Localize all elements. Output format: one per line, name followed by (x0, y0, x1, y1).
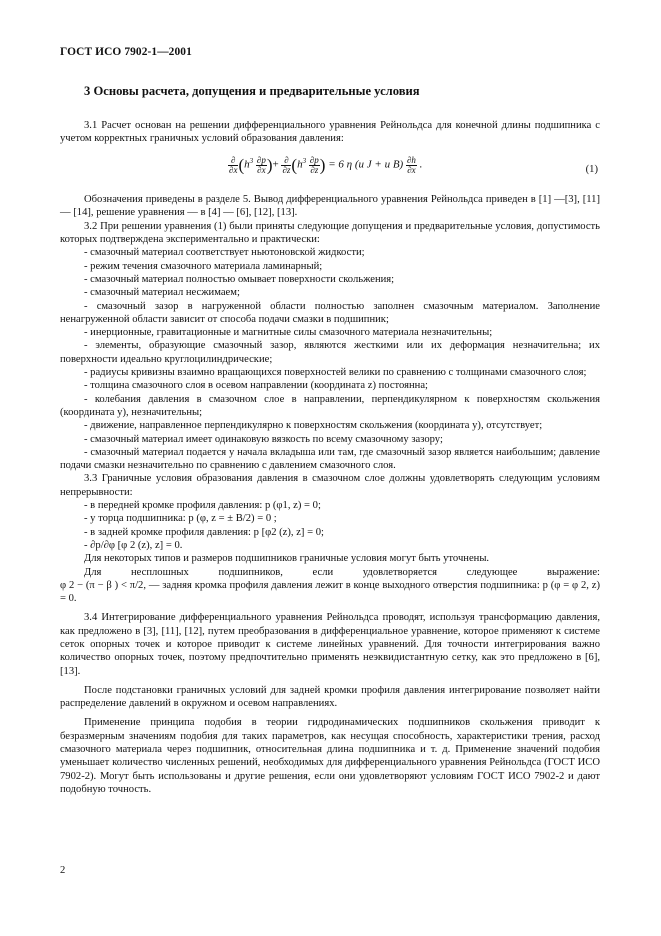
boundary-conditions-list (60, 499, 600, 552)
equation-rhs: = 6 η (u J + u B) (328, 158, 404, 171)
assumptions-list (60, 246, 600, 472)
list-item: - смазочный материал имеет одинаковую вязкость по всему смазочному зазору; (84, 433, 443, 445)
list-item: - ∂p/∂φ [φ 2 (z), z] = 0. (84, 539, 183, 551)
paragraph-3-3: 3.3 Граничные условия образования давления в смазочном слое должны удовлетворять следующим условиям непрерывности: (60, 473, 600, 498)
list-item: - смазочный материал подается у начала вкладыша или там, где смазочный зазор является наибольшим; давление подачи смазки незначительно по сравнению с давлением смазочного слоя. (60, 446, 600, 472)
paragraph-nonfull-1: Для несплошных подшипников, если удовлетворяется следующее выражение: (84, 566, 600, 578)
list-item: - смазочный материал несжимаем; (84, 287, 240, 299)
paragraph-3-2: 3.2 При решении уравнения (1) были приняты следующие допущения и предварительные условия, допустимость которых подтверждена экспериментально и практически: (60, 220, 600, 246)
list-item: - радиусы кривизны взаимно вращающихся поверхностей велики по сравнению с толщинами смазочного слоя; (84, 367, 587, 379)
paragraph-after-substitution: После подстановки граничных условий для задней кромки профиля давления интегрирование позволяет найти распределение давлений в окружном и осевом направлениях. (60, 684, 600, 710)
list-item: - смазочный материал соответствует ньютоновской жидкости; (84, 247, 365, 259)
running-header: ГОСТ ИСО 7902-1—2001 (60, 46, 192, 58)
equation-body: $\frac{\partial}{\partial x}$ ($h^3$ $\frac{\partial p}{\partial x}$ )+ $\frac{\partial}{\partial z}$ ($h^3$ $\frac{\partial p}{\partial z}$ ) = 6 η (u J + u B) $\frac{\partial h}{\partial x}$ . (229, 154, 423, 175)
list-item: - в передней кромке профиля давления: p (φ1, z) = 0; (84, 500, 321, 512)
page-number: 2 (60, 865, 66, 876)
list-item: - у торца подшипника: p (φ, z = ± B/2) = 0 ; (84, 513, 277, 525)
list-item: - режим течения смазочного материала ламинарный; (84, 260, 323, 272)
paragraph-refine: Для некоторых типов и размеров подшипников граничные условия могут быть уточнены. (84, 553, 490, 565)
list-item: - смазочный зазор в нагруженной области полностью заполнен смазочным материалом. Заполнение ненагруженной области зависит от способа подачи смазки в подшипник; (60, 300, 600, 325)
paragraph-notes: Обозначения приведены в разделе 5. Вывод дифференциального уравнения Рейнольдса приведен в [1] —[3], [11] — [14], решение уравнения — в [4] — [6], [12], [13]. (60, 194, 600, 219)
paragraph-nonfull-2: φ 2 − (π − β ) < π/2, — задняя кромка профиля давления лежит в конце выходного отверстия подшипника: p (φ = φ 2, z) = 0. (60, 579, 600, 605)
reynolds-equation (60, 153, 600, 187)
section-title: 3 Основы расчета, допущения и предварительные условия (84, 84, 420, 99)
paragraph-3-4: 3.4 Интегрирование дифференциального уравнения Рейнольдса проводят, используя трансформацию давления, как предложено в [3], [11], [12], путем преобразования в дифференциальное уравнение, которое применяют к системе сеток опорных точек и которое приводит к системе линейных уравнений. Для точности интегрирования важно количество опорных точек, поэтому предпочтительно применять неэквидистантную сетку, как это предложено в [6], [13]. (60, 612, 600, 677)
document-page (60, 46, 600, 796)
paragraph-3-1: 3.1 Расчет основан на решении дифференциального уравнения Рейнольдса для конечной длины подшипника с учетом корректных граничных условий образования давления: (60, 119, 600, 144)
list-item: - элементы, образующие смазочный зазор, являются жесткими или их деформация незначительна; их поверхности идеально круглоцилиндрические; (60, 340, 600, 365)
paragraph-similarity: Применение принципа подобия в теории гидродинамических подшипников скольжения приводит к безразмерным значениям подобия для таких параметров, как несущая способность, характеристики трения, расход смазочного материала через подшипник, относительная длина подшипника и т. д. Применение значений подобия уменьшает количество численных решений, необходимых для дифференциального уравнения Рейнольдса (ГОСТ ИСО 7902-2). Могут быть использованы и другие решения, если они удовлетворяют условиям ГОСТ ИСО 7902-2 и дают подобную точность. (60, 717, 600, 795)
list-item: - в задней кромке профиля давления: p [φ2 (z), z] = 0; (84, 526, 324, 538)
list-item: - колебания давления в смазочном слое в направлении, перпендикулярном к поверхностям скольжения (координата y), незначительны; (60, 393, 600, 418)
list-item: - толщина смазочного слоя в осевом направлении (координата z) постоянна; (84, 380, 428, 392)
list-item: - смазочный материал полностью омывает поверхности скольжения; (84, 273, 395, 285)
equation-number: (1) (585, 164, 598, 176)
list-item: - инерционные, гравитационные и магнитные силы смазочного материала незначительны; (84, 327, 493, 339)
list-item: - движение, направленное перпендикулярно к поверхностям скольжения (координата y), отсутствует; (84, 420, 543, 432)
